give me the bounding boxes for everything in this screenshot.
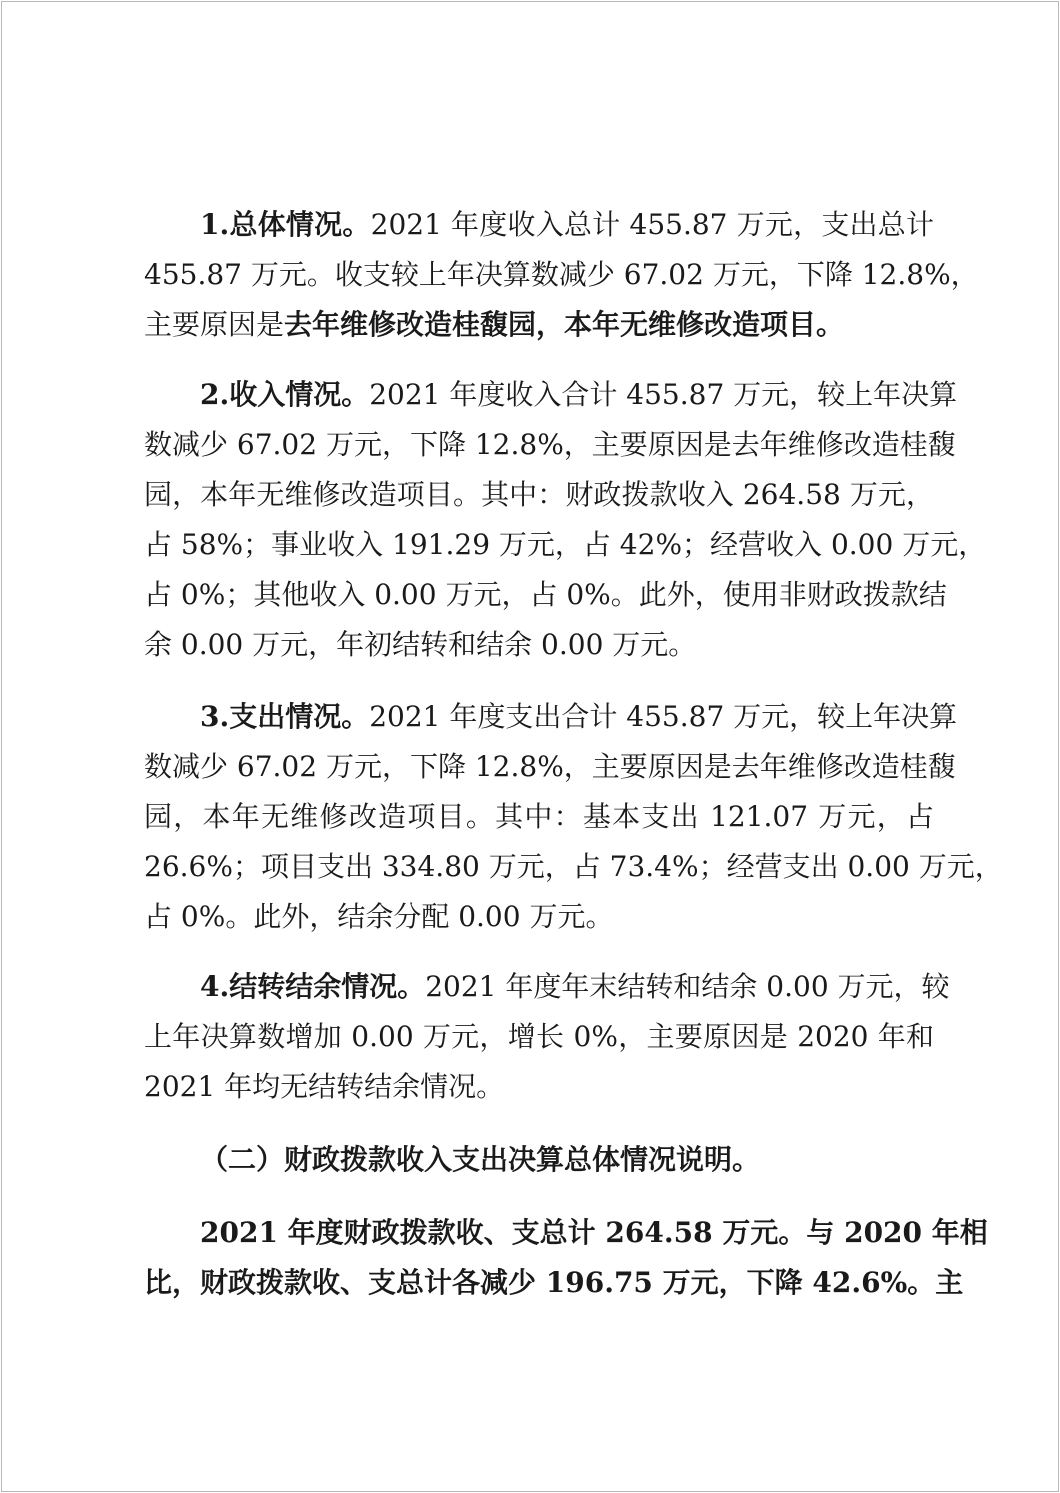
section-4-line-1 bbox=[200, 969, 950, 1005]
section-4-line-2 bbox=[144, 1019, 934, 1055]
body-text: 园，本年无维修改造项目。其中：基本支出 121.07 万元，占 bbox=[144, 800, 934, 833]
body-text: 余 0.00 万元，年初结转和结余 0.00 万元。 bbox=[144, 628, 697, 661]
body-text: 2021 年度支出合计 455.87 万元，较上年决算 bbox=[369, 700, 958, 733]
document-page bbox=[1, 1, 1059, 1492]
section-2-line-3 bbox=[144, 477, 934, 513]
body-text: 数减少 67.02 万元，下降 12.8%，主要原因是去年维修改造桂馥 bbox=[144, 750, 956, 783]
body-text: 数减少 67.02 万元，下降 12.8%，主要原因是去年维修改造桂馥 bbox=[144, 428, 956, 461]
section-1-line-3 bbox=[144, 307, 844, 343]
section-4-line-3 bbox=[144, 1069, 504, 1105]
section-2-line-4 bbox=[144, 527, 987, 563]
body-text: 2021 年均无结转结余情况。 bbox=[144, 1070, 505, 1103]
body-text: 上年决算数增加 0.00 万元，增长 0%，主要原因是 2020 年和 bbox=[144, 1020, 934, 1053]
section-1-line-2 bbox=[144, 257, 979, 293]
section-5-line-1 bbox=[200, 1142, 760, 1178]
bold-text: 3.支出情况。 bbox=[200, 700, 370, 733]
section-2-line-1 bbox=[200, 377, 958, 413]
body-text: 园，本年无维修改造项目。其中：财政拨款收入 264.58 万元， bbox=[144, 478, 934, 511]
bold-text: （二）财政拨款收入支出决算总体情况说明。 bbox=[200, 1143, 761, 1176]
section-3-line-5 bbox=[144, 899, 613, 935]
section-3-line-1 bbox=[200, 699, 958, 735]
bold-text: 2021 年度财政拨款收、支总计 264.58 万元。与 2020 年相 bbox=[200, 1216, 988, 1249]
bold-text: 4.结转结余情况。 bbox=[200, 970, 426, 1003]
section-6-line-2 bbox=[144, 1265, 964, 1301]
section-2-line-2 bbox=[144, 427, 956, 463]
bold-text: 去年维修改造桂馥园，本年无维修改造项目。 bbox=[284, 308, 845, 341]
body-text: 占 0%；其他收入 0.00 万元，占 0%。此外，使用非财政拨款结 bbox=[144, 578, 947, 611]
section-2-line-6 bbox=[144, 627, 696, 663]
section-3-line-2 bbox=[144, 749, 956, 785]
bold-text: 比，财政拨款收、支总计各减少 196.75 万元，下降 42.6%。主 bbox=[144, 1266, 964, 1299]
section-6-line-1 bbox=[200, 1215, 988, 1251]
body-text: 占 58%；事业收入 191.29 万元，占 42%；经营收入 0.00 万元， bbox=[144, 528, 987, 561]
body-text: 占 0%。此外，结余分配 0.00 万元。 bbox=[144, 900, 614, 933]
body-text: 26.6%；项目支出 334.80 万元，占 73.4%；经营支出 0.00 万元， bbox=[144, 850, 1003, 883]
body-text: 主要原因是 bbox=[144, 308, 285, 341]
bold-text: 1.总体情况。 bbox=[200, 208, 371, 241]
body-text: 455.87 万元。收支较上年决算数减少 67.02 万元，下降 12.8%， bbox=[144, 258, 979, 291]
body-text: 2021 年度收入合计 455.87 万元，较上年决算 bbox=[369, 378, 958, 411]
section-2-line-5 bbox=[144, 577, 947, 613]
section-3-line-4 bbox=[144, 849, 1003, 885]
section-3-line-3 bbox=[144, 799, 934, 835]
body-text: 2021 年度年末结转和结余 0.00 万元，较 bbox=[425, 970, 950, 1003]
section-1-line-1 bbox=[200, 207, 934, 243]
bold-text: 2.收入情况。 bbox=[200, 378, 370, 411]
body-text: 2021 年度收入总计 455.87 万元，支出总计 bbox=[370, 208, 935, 241]
